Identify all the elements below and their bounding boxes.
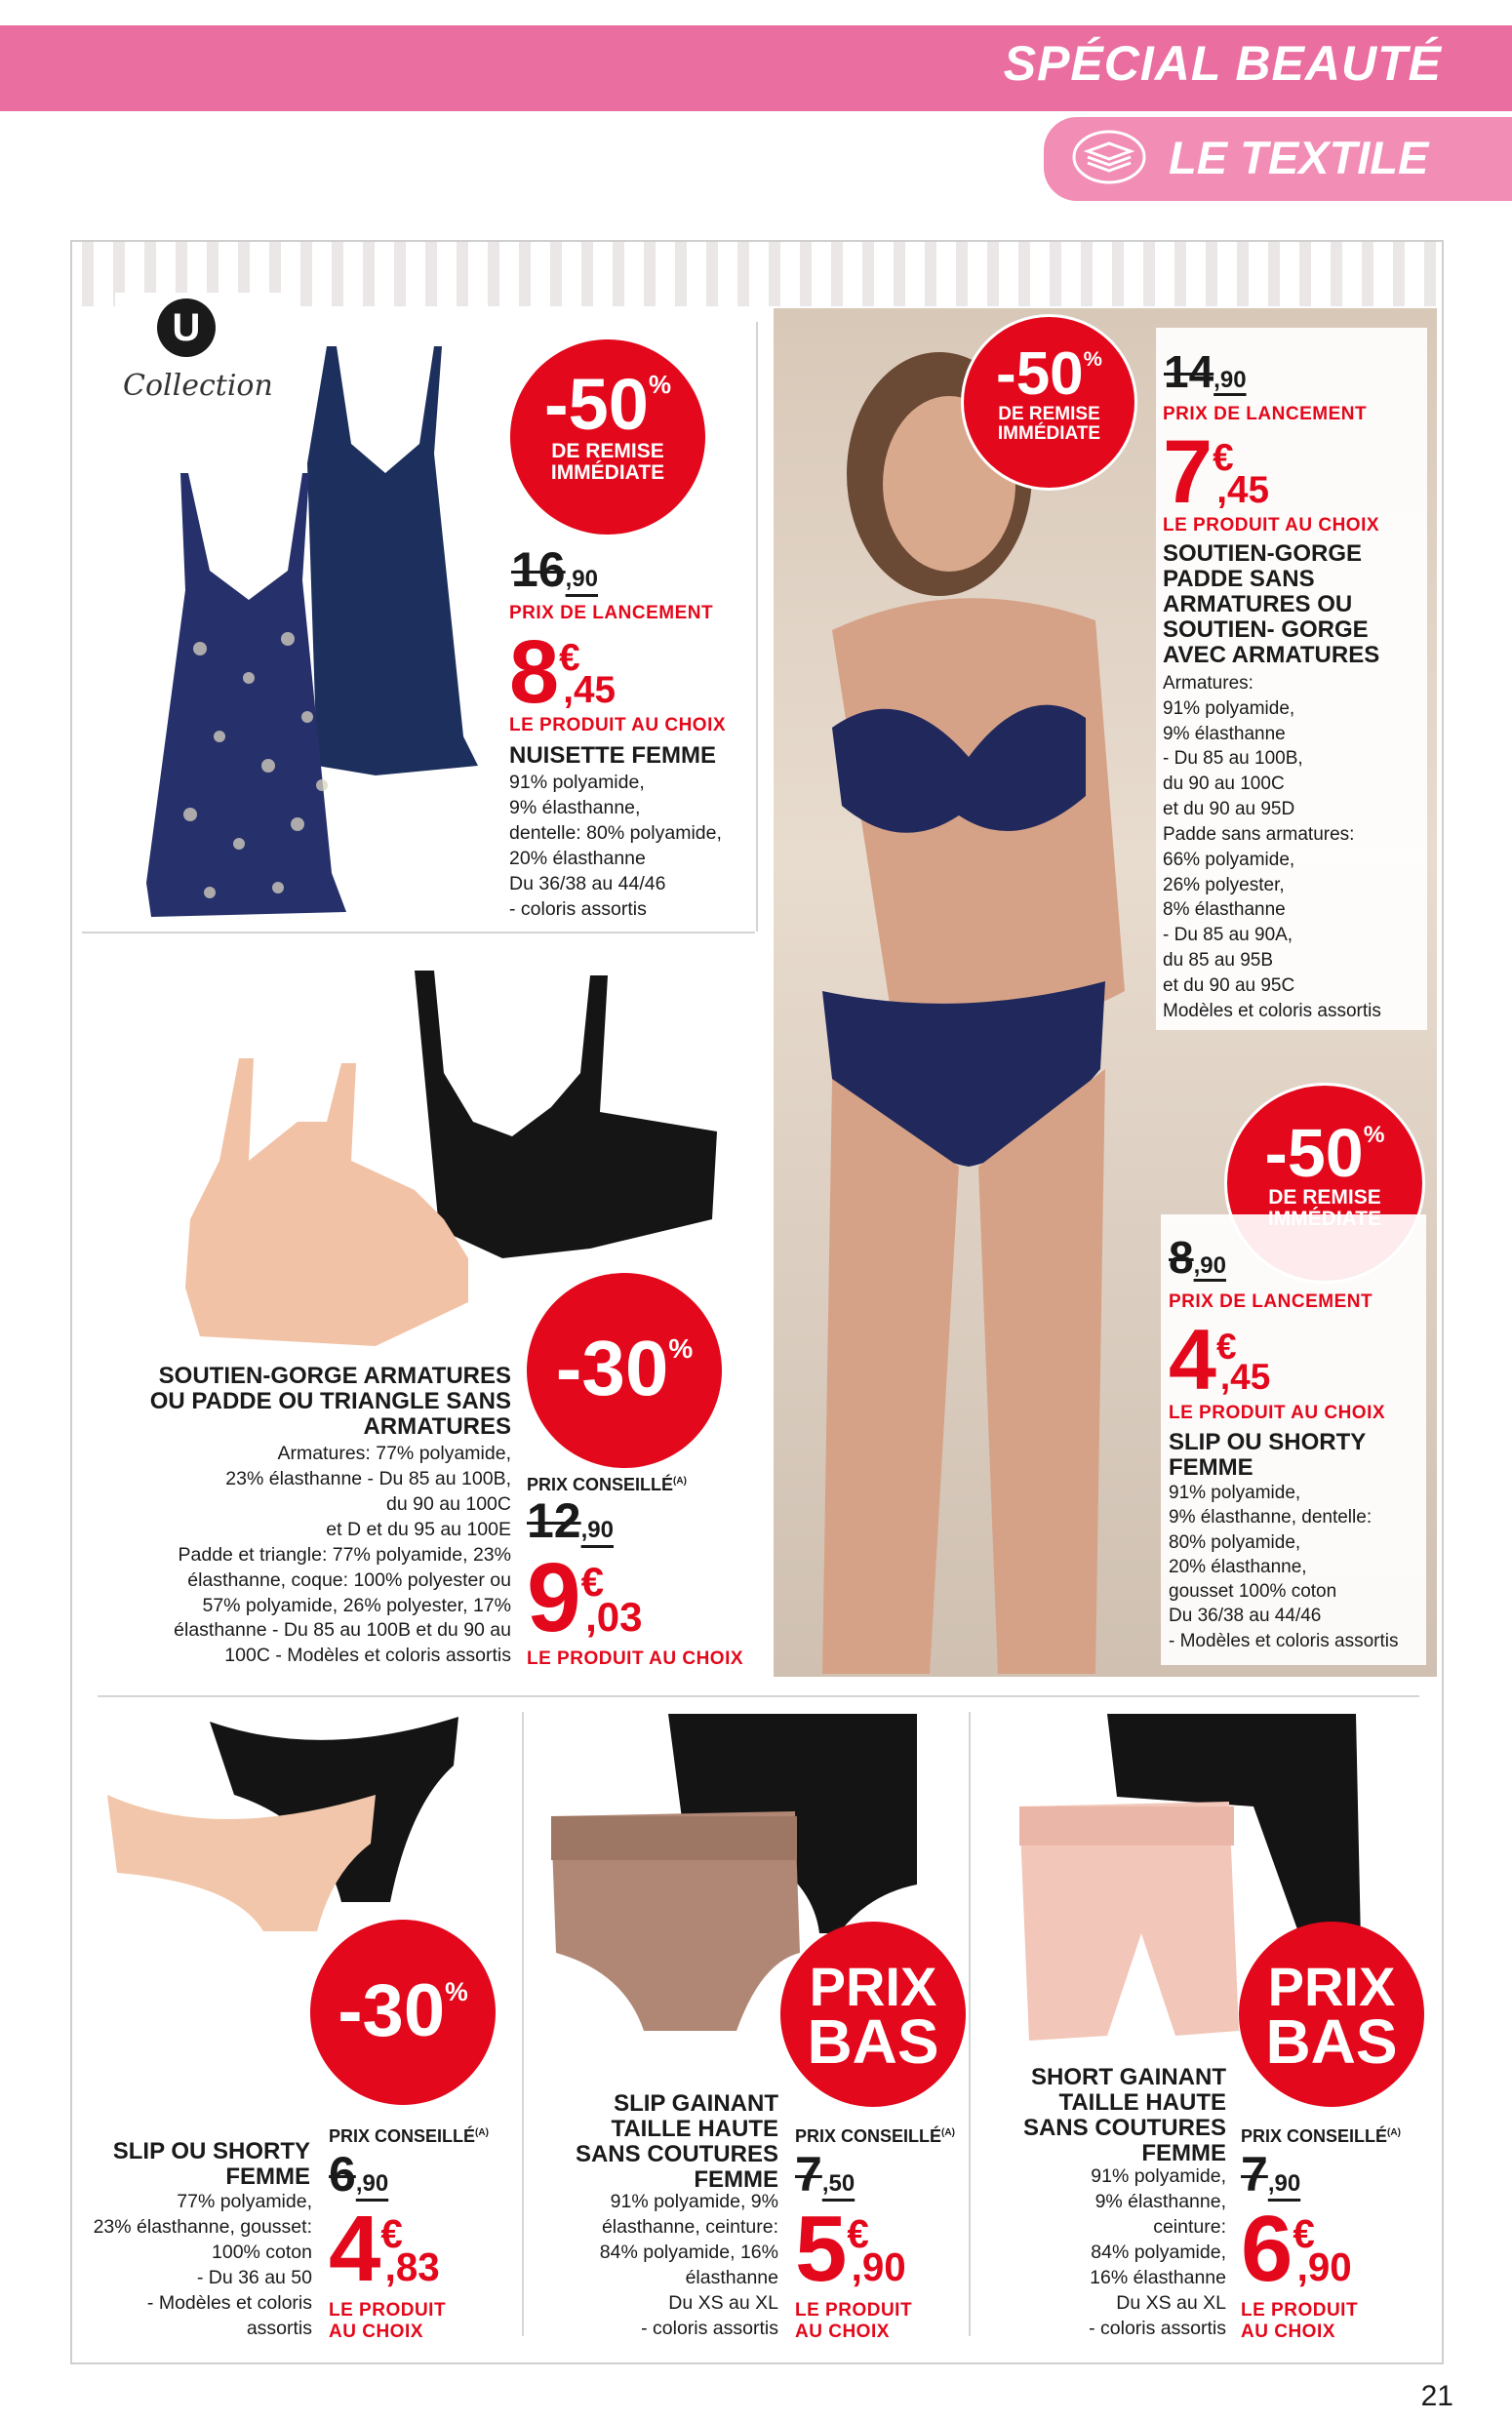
product-description: 91% polyamide, 9% élasthanne, ceinture: 84% polyamide, 16% élasthanne Du XS au XL - coloris assortis bbox=[599, 2191, 778, 2339]
product-name: SLIP OU SHORTY FEMME bbox=[1169, 1429, 1367, 1481]
discount-value: -30 bbox=[555, 1325, 669, 1411]
product-name: SOUTIEN-GORGE ARMATURES OU PADDE OU TRIANGLE SANS ARMATURES bbox=[149, 1363, 511, 1440]
low-price-line-1: PRIX bbox=[809, 1956, 937, 2017]
page-number: 21 bbox=[1420, 2380, 1453, 2412]
section-divider bbox=[82, 932, 755, 933]
choice-label: LE PRODUIT AU CHOIX bbox=[329, 2300, 447, 2342]
briefs-image bbox=[98, 1707, 488, 1931]
choice-label: LE PRODUIT AU CHOIX bbox=[1241, 2300, 1359, 2342]
low-price-line-1: PRIX bbox=[1267, 1956, 1396, 2017]
section-divider bbox=[969, 1712, 971, 2336]
product-description: 91% polyamide, 9% élasthanne, dentelle: 80% polyamide, 20% élasthanne, gousset 100% coton Du 36/38 au 44/46 - Modèles et coloris assortis bbox=[1169, 1483, 1399, 1651]
discount-line-1: DE REMISE bbox=[1268, 1186, 1381, 1209]
launch-price-label: PRIX DE LANCEMENT bbox=[1169, 1291, 1373, 1312]
choice-label: LE PRODUIT AU CHOIX bbox=[527, 1648, 744, 1669]
discount-badge: -50% DE REMISE IMMÉDIATE bbox=[961, 314, 1137, 491]
product-name: SOUTIEN-GORGE PADDE SANS ARMATURES OU SOUTIEN- GORGE AVEC ARMATURES bbox=[1163, 540, 1380, 668]
product-description: Armatures: 91% polyamide, 9% élasthanne - Du 85 au 100B, du 90 au 100C et du 90 au 95D Padde sans armatures: 66% polyamide, 26% polyester, 8% élasthanne - Du 85 au 90A, du 85 au 95B et du 90 au 95C Modèles et coloris assortis bbox=[1163, 673, 1381, 1021]
current-price: 9€,03 bbox=[527, 1543, 643, 1652]
choice-label: LE PRODUIT AU CHOIX bbox=[1169, 1403, 1386, 1423]
old-price: 14,90 bbox=[1164, 346, 1247, 397]
product-description: 77% polyamide, 23% élasthanne, gousset: 100% coton - Du 36 au 50 - Modèles et coloris assortis bbox=[93, 2191, 312, 2339]
choice-label: LE PRODUIT AU CHOIX bbox=[795, 2300, 913, 2342]
section-divider bbox=[98, 1695, 1419, 1697]
discount-line-1: DE REMISE bbox=[998, 404, 1100, 424]
product-name: SHORT GAINANT TAILLE HAUTE SANS COUTURES FEMME bbox=[1022, 2064, 1226, 2166]
recommended-price-label: PRIX $CONSEILLÉ^{(A)}$ bbox=[329, 2126, 489, 2146]
old-price: 16,90 bbox=[511, 542, 598, 597]
old-price: 7,90 bbox=[1241, 2147, 1301, 2202]
category-label: LE TEXTILE bbox=[1169, 132, 1429, 183]
recommended-price-label: PRIX $CONSEILLÉ^{(A)}$ bbox=[795, 2126, 955, 2146]
product-description: 91% polyamide, 9% élasthanne, dentelle: 80% polyamide, 20% élasthanne Du 36/38 au 44/46 - coloris assortis bbox=[509, 772, 722, 920]
current-price: 5€,90 bbox=[795, 2197, 906, 2301]
launch-price-label: PRIX DE LANCEMENT bbox=[1163, 404, 1368, 424]
u-logo-icon: U bbox=[157, 298, 216, 357]
discount-value: -50 bbox=[996, 340, 1084, 408]
section-divider bbox=[756, 322, 758, 932]
discount-line-2: IMMÉDIATE bbox=[997, 422, 1101, 444]
low-price-line-2: BAS bbox=[1265, 2006, 1398, 2078]
product-description: Armatures: 77% polyamide, 23% élasthanne - Du 85 au 100B, du 90 au 100C et D et du 95 au 100E Padde et triangle: 77% polyamide, 23% élasthanne, coque: 100% polyester ou 57% polyamide, 26% polyester, 17% élasthanne - Du 85 au 100B et du 90 au 100C - Modèles et coloris assortis bbox=[174, 1443, 511, 1667]
choice-label: LE PRODUIT AU CHOIX bbox=[1163, 515, 1380, 536]
discount-line-2: IMMÉDIATE bbox=[550, 461, 665, 485]
old-price: 8,90 bbox=[1169, 1232, 1226, 1283]
product-name: SLIP GAINANT TAILLE HAUTE SANS COUTURES FEMME bbox=[575, 2090, 778, 2193]
product-name: NUISETTE FEMME bbox=[509, 742, 717, 769]
discount-badge: -30% bbox=[310, 1920, 496, 2105]
current-price: 7€,45 bbox=[1163, 422, 1269, 522]
discount-value: -50 bbox=[1264, 1115, 1364, 1191]
old-price: 7,50 bbox=[795, 2147, 855, 2202]
current-price: 6€,90 bbox=[1241, 2197, 1352, 2301]
launch-price-label: PRIX DE LANCEMENT bbox=[509, 603, 714, 623]
low-price-badge bbox=[780, 1922, 966, 2107]
recommended-price-label: PRIX $CONSEILLÉ^{(A)}$ bbox=[527, 1475, 687, 1494]
current-price: 4€,45 bbox=[1169, 1311, 1271, 1408]
section-divider bbox=[522, 1712, 524, 2336]
old-price: 12,90 bbox=[527, 1493, 614, 1548]
page-title: SPÉCIAL BEAUTÉ bbox=[1003, 36, 1442, 91]
nuisette-image bbox=[141, 327, 478, 917]
recommended-price-label: PRIX $CONSEILLÉ^{(A)}$ bbox=[1241, 2126, 1401, 2146]
current-price: 4€,83 bbox=[329, 2197, 440, 2301]
low-price-line-2: BAS bbox=[807, 2006, 939, 2078]
discount-value: -30 bbox=[338, 1969, 446, 2052]
discount-badge: -50% DE REMISE bbox=[1224, 1083, 1425, 1284]
discount-badge: -50% DE REMISE IMMÉDIATE bbox=[510, 339, 705, 535]
logo-text: Collection bbox=[123, 369, 273, 403]
folded-textile-icon bbox=[1070, 128, 1148, 186]
low-price-badge bbox=[1239, 1922, 1424, 2107]
discount-badge: -30% bbox=[527, 1273, 722, 1468]
product-name: SLIP OU SHORTY FEMME bbox=[112, 2138, 310, 2190]
discount-line-1: DE REMISE bbox=[551, 440, 664, 462]
current-price: 8€,45 bbox=[509, 622, 616, 722]
discount-value: -50 bbox=[544, 364, 649, 445]
old-price: 6,90 bbox=[329, 2147, 389, 2202]
product-description: 91% polyamide, 9% élasthanne, ceinture: 84% polyamide, 16% élasthanne Du XS au XL - coloris assortis bbox=[1089, 2165, 1226, 2339]
choice-label: LE PRODUIT AU CHOIX bbox=[509, 715, 727, 735]
